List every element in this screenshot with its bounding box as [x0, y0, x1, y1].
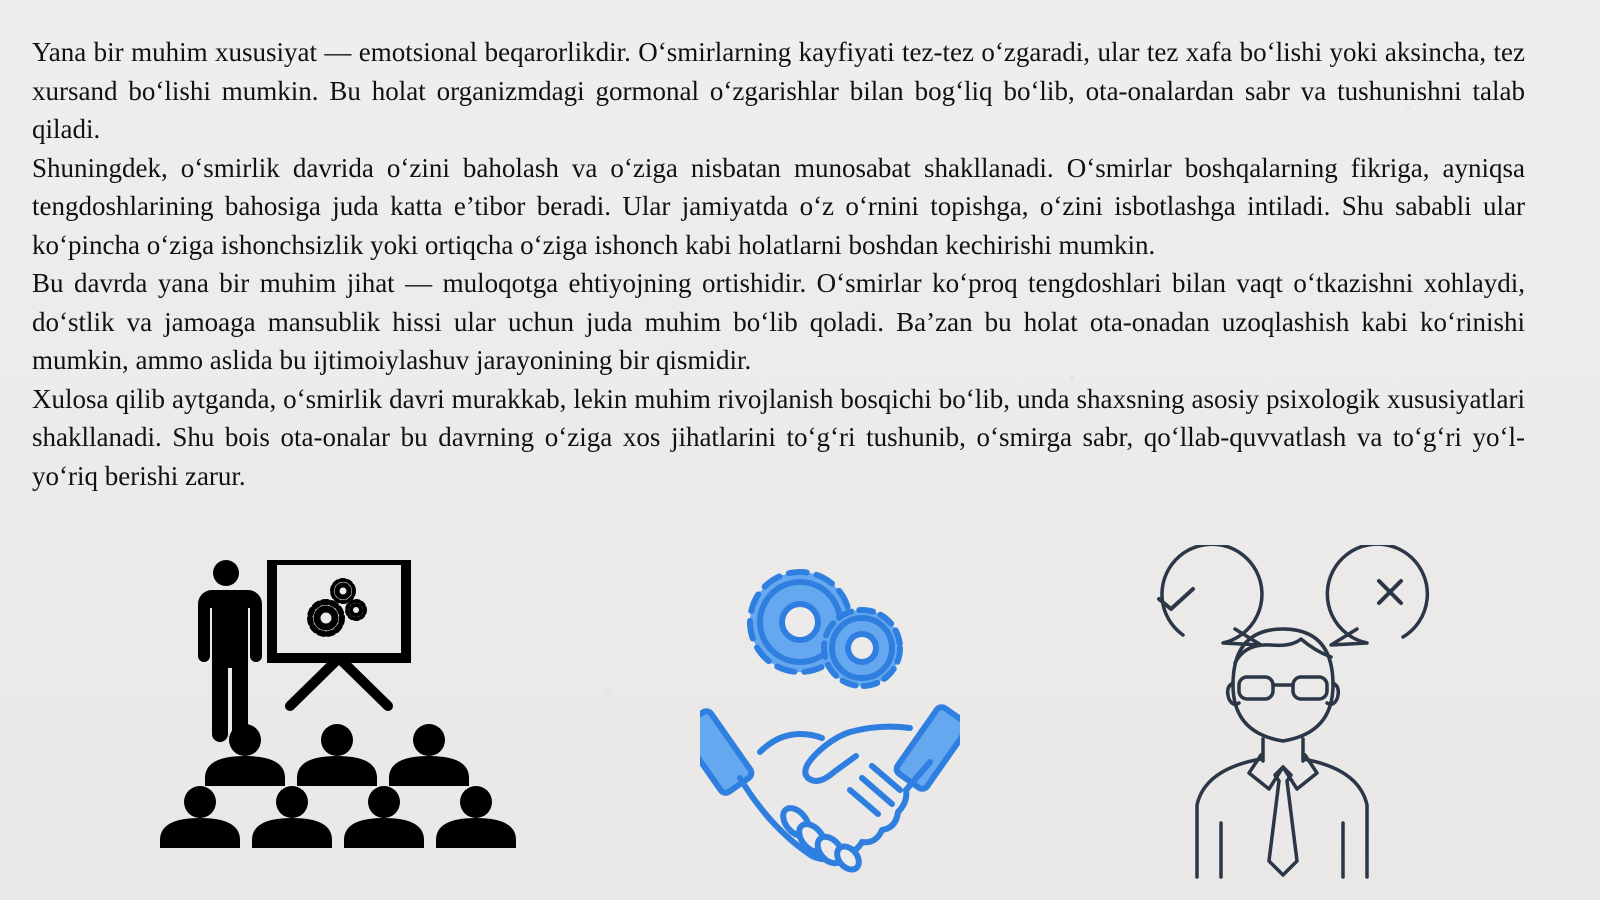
presentation-audience-icon — [160, 560, 530, 860]
person-choice-icon — [1135, 545, 1475, 880]
gears-handshake-icon — [700, 560, 960, 880]
document-body — [32, 33, 1525, 495]
paragraph-communication: Bu davrda yana bir muhim jihat — muloqotga ehtiyojning ortishidir. O‘smirlar ko‘proq tengdoshlari bilan vaqt o‘tkazishni xohlaydi, do‘stlik va jamoaga mansublik hissi ular uchun juda muhim bo‘lib qoladi. Ba’zan bu holat ota-onadan uzoqlashish kabi ko‘rinishi mumkin, ammo aslida bu ijtimoiylashuv jarayonining bir qismidir. — [32, 268, 1525, 375]
paragraph-self-esteem: Shuningdek, o‘smirlik davrida o‘zini baholash va o‘ziga nisbatan munosabat shakllanadi. O‘smirlar boshqalarning fikriga, ayniqsa tengdoshlarining bahosiga juda katta e’tibor beradi. Ular jamiyatda o‘z o‘rnini topishga, o‘zini isbotlashga intiladi. Shu sababli ular ko‘pincha o‘ziga ishonchsizlik yoki ortiqcha o‘ziga ishonch kabi holatlarni boshdan kechirishi mumkin. — [32, 152, 1525, 260]
close-icon — [1379, 581, 1401, 603]
paragraph-conclusion: Xulosa qilib aytganda, o‘smirlik davri murakkab, lekin muhim rivojlanish bosqichi bo‘lib, unda shaxsning asosiy psixologik xususiyatlari shakllanadi. Shu bois ota-onalar bu davrning o‘ziga xos jihatlarini to‘g‘ri tushunib, o‘smirga sabr, qo‘llab-quvvatlash va to‘g‘ri yo‘l-yo‘riq berishi zarur. — [32, 383, 1525, 491]
paragraph-emotional-instability: Yana bir muhim xususiyat — emotsional beqarorlikdir. O‘smirlarning kayfiyati tez-tez o‘zgaradi, ular tez xafa bo‘lishi yoki aksincha, tez xursand bo‘lishi mumkin. Bu holat organizmdagi gormonal o‘zgarishlar bilan bog‘liq bo‘lib, ota-onalardan sabr va tushunishni talab qiladi. — [32, 37, 1525, 144]
